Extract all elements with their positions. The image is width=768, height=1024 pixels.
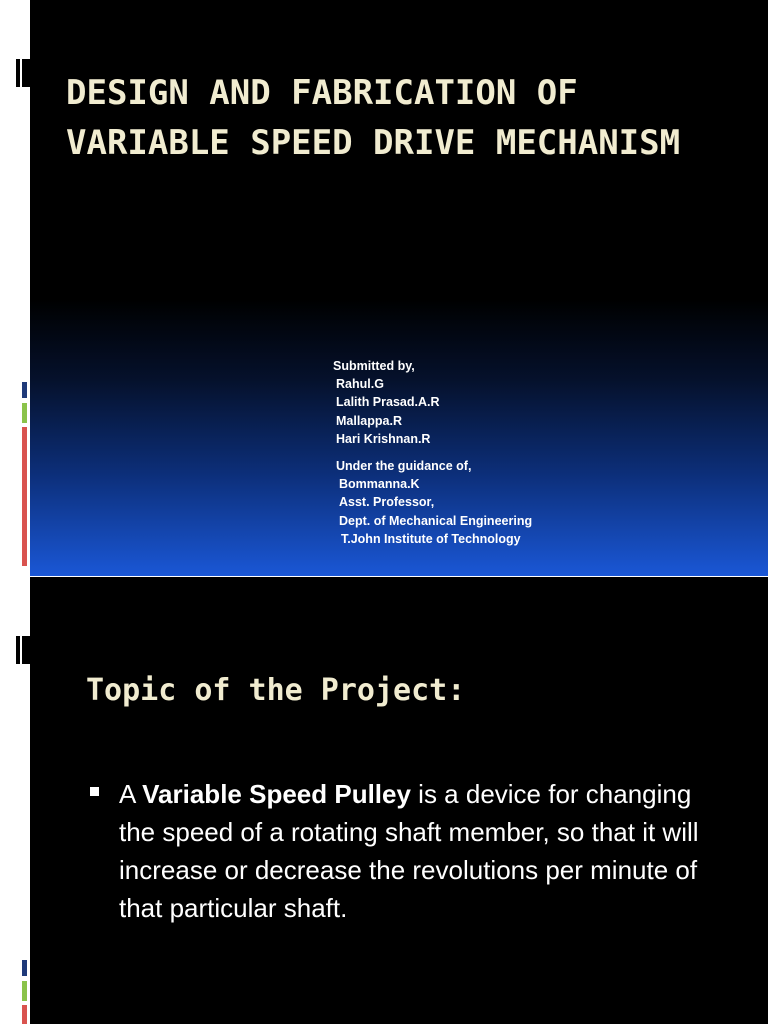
guide-name: Bommanna.K [339,477,420,492]
bullet-item [90,775,710,927]
guide-department: Dept. of Mechanical Engineering [339,513,533,528]
student-name: Rahul.G [336,377,384,392]
accent-stripe-red [22,427,27,566]
submitted-by-label: Submitted by, [333,359,415,373]
student-name: Mallappa.R [336,413,402,428]
slide-edge-marker [16,59,30,87]
bullet-rest: is a device for changing the speed of a rotating shaft member, so that it will increase or decrease the revolutions per minute of that particular shaft. [119,779,699,923]
accent-stripe-green [22,981,27,1001]
accent-stripe-green [22,403,27,423]
topic-slide [30,577,768,1024]
guide-designation: Asst. Professor, [339,495,435,510]
slide-edge-marker [16,636,30,664]
credits-block [333,357,733,548]
bullet-emphasis: Variable Speed Pulley [142,779,411,809]
title-slide [30,0,768,576]
accent-stripe-red [22,1005,27,1024]
bullet-text [119,775,710,927]
bullet-lead: A [119,779,143,809]
accent-stripe-navy [22,382,27,398]
student-name: Lalith Prasad.A.R [336,395,440,410]
topic-heading: Topic of the Project: [86,673,466,708]
student-name: Hari Krishnan.R [336,431,431,446]
guide-institute: T.John Institute of Technology [341,531,521,546]
guidance-label: Under the guidance of, [336,459,472,474]
accent-stripe-navy [22,960,27,976]
presentation-title: DESIGN AND FABRICATION OF VARIABLE SPEED DRIVE MECHANISM [66,73,681,163]
square-bullet-icon [90,787,99,796]
